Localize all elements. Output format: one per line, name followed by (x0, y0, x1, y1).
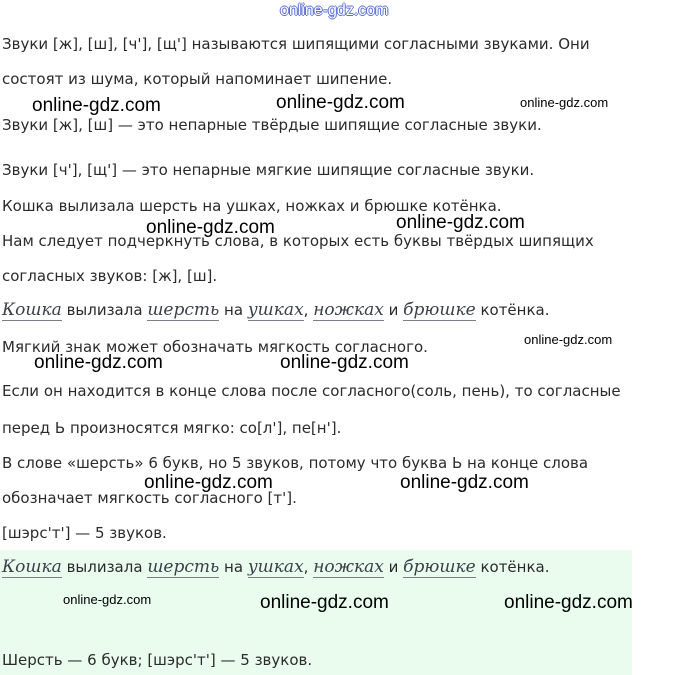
watermark: online-gdz.com (400, 472, 529, 493)
watermark: online-gdz.com (144, 472, 273, 493)
text-line: Звуки [ж], [ш], [ч'], [щ'] называются шипящими согласными звуками. Они (2, 35, 590, 53)
watermark: online-gdz.com (63, 592, 152, 607)
underlined-word: брюшке (403, 300, 476, 320)
text-line: согласных звуков: [ж], [ш]. (2, 267, 218, 285)
plain-text: , (303, 558, 314, 576)
underlined-word: шерсть (147, 300, 220, 320)
plain-text: вылизала (61, 301, 148, 319)
text-line: В слове «шерсть» 6 букв, но 5 звуков, потому что буква Ь на конце слова (2, 454, 589, 472)
plain-text: и (383, 558, 404, 576)
watermark: online-gdz.com (520, 95, 609, 110)
underlined-word: ножках (313, 300, 384, 320)
text-line: Звуки [ч'], [щ'] — это непарные мягкие шипящие согласные звуки. (2, 161, 535, 179)
plain-text: и (383, 301, 404, 319)
handwritten-sentence (2, 557, 550, 577)
watermark: online-gdz.com (146, 217, 275, 238)
plain-text: на (219, 301, 248, 319)
watermark: online-gdz.com (504, 592, 633, 613)
text-line: [шэрс'т'] — 5 звуков. (2, 524, 167, 542)
underlined-word: брюшке (403, 557, 476, 577)
underlined-word: ножках (313, 557, 384, 577)
underlined-word: шерсть (147, 557, 220, 577)
watermark: online-gdz.com (32, 95, 161, 116)
plain-text: на (219, 558, 248, 576)
underlined-word: ушках (247, 300, 304, 320)
text-line: Кошка вылизала шерсть на ушках, ножках и брюшке котёнка. (2, 197, 502, 215)
underlined-word: Кошка (2, 557, 62, 577)
watermark: online-gdz.com (260, 592, 389, 613)
watermark: online-gdz.com (524, 332, 613, 347)
text-line: Звуки [ж], [ш] — это непарные твёрдые шипящие согласные звуки. (2, 116, 542, 134)
watermark-top: online-gdz.com (280, 2, 389, 19)
plain-text: , (303, 301, 314, 319)
plain-text: котёнка. (475, 301, 550, 319)
text-line: состоят из шума, который напоминает шипение. (2, 70, 393, 88)
text-line: Шерсть — 6 букв; [шэрс'т'] — 5 звуков. (2, 651, 313, 669)
watermark: online-gdz.com (280, 352, 409, 373)
watermark: online-gdz.com (34, 352, 163, 373)
underlined-word: Кошка (2, 300, 62, 320)
text-line: обозначает мягкость согласного [т']. (2, 489, 297, 507)
plain-text: котёнка. (475, 558, 550, 576)
text-line: Мягкий знак может обозначать мягкость согласного. (2, 338, 428, 356)
text-line: Нам следует подчеркнуть слова, в которых есть буквы твёрдых шипящих (2, 232, 594, 250)
text-line: Если он находится в конце слова после согласного(соль, пень), то согласные (2, 382, 621, 400)
underlined-word: ушках (247, 557, 304, 577)
text-line: перед Ь произносятся мягко: со[л'], пе[н']. (2, 419, 342, 437)
watermark: online-gdz.com (396, 212, 525, 233)
watermark: online-gdz.com (276, 92, 405, 113)
handwritten-sentence (2, 300, 550, 320)
plain-text: вылизала (61, 558, 148, 576)
